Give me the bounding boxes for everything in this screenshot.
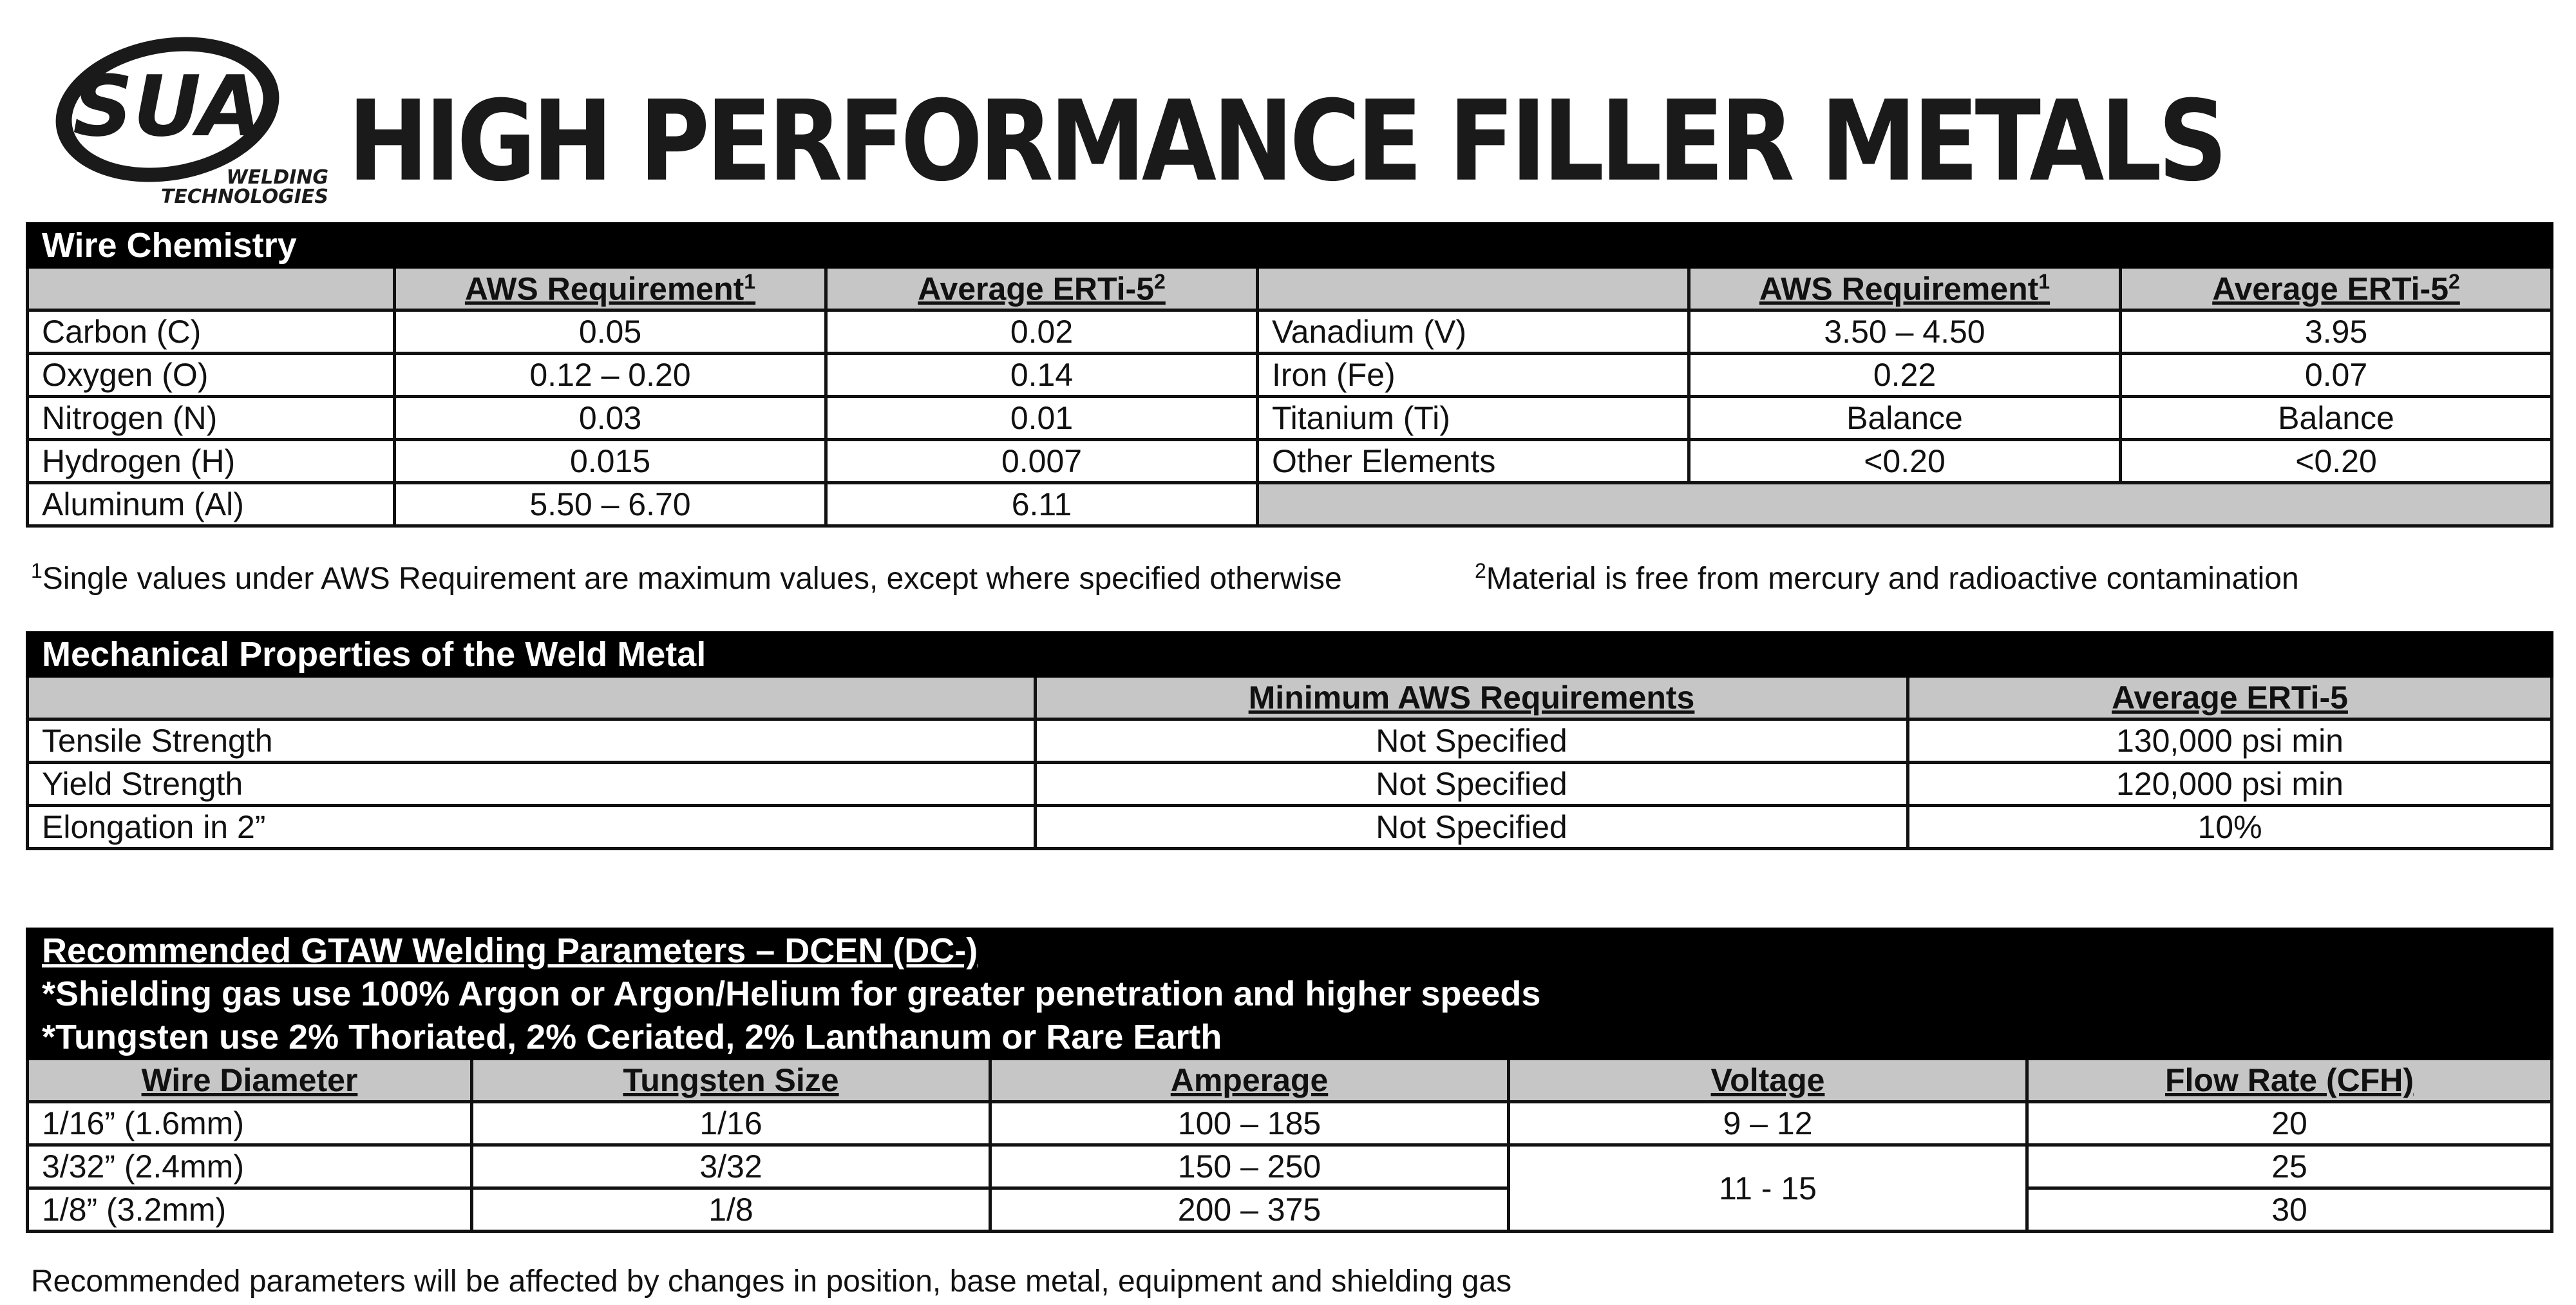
table-row: Oxygen (O) 0.12 – 0.20 0.14 Iron (Fe) 0.22 0.07 [28, 354, 2552, 397]
logo-sub2: TECHNOLOGIES [160, 186, 328, 206]
page-title: HIGH PERFORMANCE FILLER METALS [348, 77, 2224, 207]
chemistry-title: Wire Chemistry [28, 224, 2552, 267]
table-row: 1/16” (1.6mm) 1/16 100 – 185 9 – 12 20 [28, 1102, 2552, 1145]
gtaw-tungsten-note: *Tungsten use 2% Thoriated, 2% Ceriated, 2% Lanthanum or Rare Earth [28, 1016, 2552, 1059]
col-aws-left: AWS Requirement$^1$ [395, 267, 826, 310]
mechanical-title: Mechanical Properties of the Weld Metal [28, 633, 2552, 676]
col-voltage: Voltage [1509, 1059, 2027, 1102]
sua-logo [45, 32, 328, 206]
col-min-aws: Minimum AWS Requirements [1036, 676, 1908, 719]
col-tungsten-size: Tungsten Size [472, 1059, 990, 1102]
col-wire-diameter: Wire Diameter [28, 1059, 472, 1102]
table-row: Hydrogen (H) 0.015 0.007 Other Elements <0.20 <0.20 [28, 440, 2552, 483]
col-flow-rate: Flow Rate (CFH) [2027, 1059, 2552, 1102]
table-row: Yield Strength Not Specified 120,000 psi min [28, 763, 2552, 806]
table-row: 1/8” (3.2mm) 1/8 200 – 375 30 [28, 1188, 2552, 1232]
logo-text: SUA [73, 57, 262, 155]
gtaw-title: Recommended GTAW Welding Parameters – DCEN (DC-) [28, 929, 2552, 973]
logo-sub1: WELDING [226, 166, 328, 189]
col-avg-erti5: Average ERTi-5 [1908, 676, 2552, 719]
chemistry-footnote-1: $^1$Single values under AWS Requirement are maximum values, except where specified otherwise [31, 559, 1342, 596]
gtaw-parameters-table [26, 928, 2553, 1233]
col-amperage: Amperage [990, 1059, 1509, 1102]
col-avg-left: Average ERTi-$5^2$ [826, 267, 1258, 310]
wire-chemistry-table [26, 222, 2553, 528]
table-row: 3/32” (2.4mm) 3/32 150 – 250 11 - 15 25 [28, 1145, 2552, 1188]
table-row: Carbon (C) 0.05 0.02 Vanadium (V) 3.50 – 4.50 3.95 [28, 310, 2552, 354]
col-aws-right: AWS Requirement$^1$ [1689, 267, 2121, 310]
mechanical-properties-table [26, 631, 2553, 850]
table-row: Elongation in 2” Not Specified 10% [28, 806, 2552, 849]
gtaw-shielding-note: *Shielding gas use 100% Argon or Argon/Helium for greater penetration and higher speeds [28, 973, 2552, 1016]
header [39, 26, 2550, 213]
table-row: Nitrogen (N) 0.03 0.01 Titanium (Ti) Balance Balance [28, 397, 2552, 440]
table-row: Aluminum (Al) 5.50 – 6.70 6.11 [28, 483, 2552, 526]
col-avg-right: Average ERTi-$5^2$ [2121, 267, 2552, 310]
chemistry-footnote-2: $^2$Material is free from mercury and radioactive contamination [1475, 559, 2299, 596]
gtaw-footnote: Recommended parameters will be affected by changes in position, base metal, equipment and shielding gas [31, 1264, 1512, 1299]
table-row: Tensile Strength Not Specified 130,000 psi min [28, 719, 2552, 763]
